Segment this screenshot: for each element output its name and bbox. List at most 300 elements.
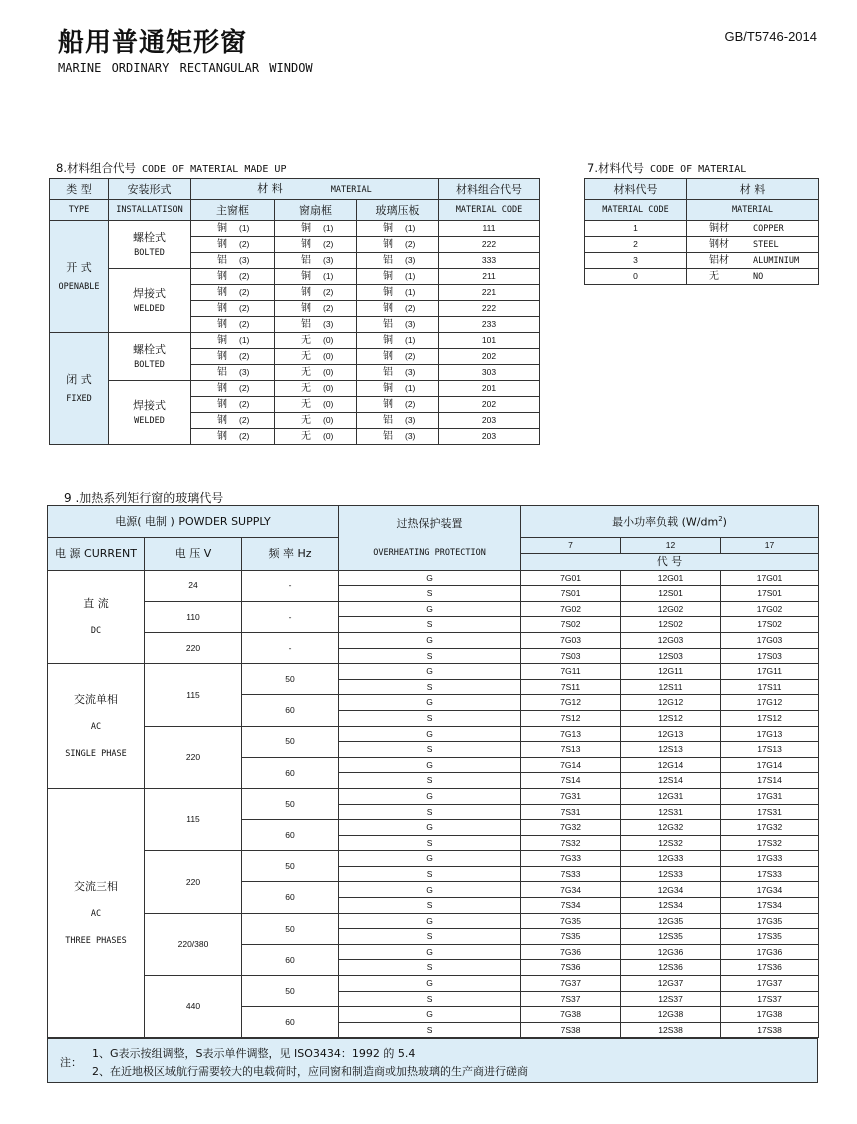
main-frame-material: 铜 [217, 222, 227, 234]
protection-cell: G [339, 976, 521, 992]
header-frequency: 频 率 Hz [242, 538, 339, 571]
main-frame-material: 钢 [217, 382, 227, 394]
material-code-cell: 201 [439, 381, 540, 397]
installation-welded [109, 269, 191, 333]
installation-welded-zh: 焊接式 [133, 286, 166, 300]
type-openable-en: OPENABLE [58, 281, 100, 292]
table-row [50, 381, 540, 397]
header-current: 电 源 CURRENT [48, 538, 145, 571]
table-row [48, 851, 819, 867]
protection-cell: S [339, 929, 521, 945]
glass-plate-cell [357, 285, 439, 301]
protection-cell: G [339, 944, 521, 960]
material-code-cell: 2 [585, 237, 687, 253]
sash-frame-cell [275, 269, 357, 285]
main-frame-value [191, 416, 274, 426]
main-frame-code: (1) [239, 334, 250, 345]
sash-frame-code: (2) [323, 238, 334, 249]
glass-plate-value [357, 272, 438, 282]
protection-cell: S [339, 866, 521, 882]
main-frame-value [191, 400, 274, 410]
code-12-cell: 12G38 [621, 1007, 721, 1023]
glass-plate-cell [357, 429, 439, 445]
protection-cell: S [339, 773, 521, 789]
sash-frame-value [275, 224, 356, 234]
code-12-cell: 12S14 [621, 773, 721, 789]
sash-frame-material: 铝 [301, 318, 311, 330]
material-code-cell: 333 [439, 253, 540, 269]
code-7-cell: 7G01 [521, 570, 621, 586]
main-frame-cell [191, 237, 275, 253]
sash-frame-cell [275, 381, 357, 397]
current-ac-single [48, 664, 145, 789]
table-row [50, 333, 540, 349]
glass-plate-value [357, 320, 438, 330]
header-material-en: MATERIAL [330, 185, 372, 195]
page-title: 船用普通矩形窗 [58, 28, 248, 58]
code-12-cell: 12G31 [621, 788, 721, 804]
voltage-cell: 24 [145, 570, 242, 601]
code-17-cell: 17G33 [721, 851, 819, 867]
sash-frame-cell [275, 221, 357, 237]
code-12-cell: 12G02 [621, 601, 721, 617]
material-code-cell: 203 [439, 429, 540, 445]
main-frame-cell [191, 317, 275, 333]
protection-cell: G [339, 1007, 521, 1023]
main-frame-material: 钢 [217, 350, 227, 362]
code-17-cell: 17G13 [721, 726, 819, 742]
code-12-cell: 12G01 [621, 570, 721, 586]
material-code-cell: 211 [439, 269, 540, 285]
code-17-cell: 17G31 [721, 788, 819, 804]
glass-plate-material: 铜 [383, 222, 393, 234]
table-row [48, 664, 819, 680]
header-material: 材 料 [687, 179, 819, 200]
code-7-cell: 7S37 [521, 991, 621, 1007]
glass-plate-material: 钢 [383, 302, 393, 314]
code-17-cell: 17S11 [721, 679, 819, 695]
protection-cell: G [339, 820, 521, 836]
current-dc-zh: 直 流 [83, 597, 109, 611]
header-overheating-en: OVERHEATING PROTECTION [373, 548, 486, 559]
code-12-cell: 12G33 [621, 851, 721, 867]
sash-frame-cell [275, 365, 357, 381]
header-code: 代 号 [521, 553, 819, 570]
main-frame-material: 钢 [217, 238, 227, 250]
glass-plate-material: 铜 [383, 382, 393, 394]
glass-plate-code: (3) [405, 318, 416, 329]
main-frame-code: (2) [239, 318, 250, 329]
protection-cell: S [339, 960, 521, 976]
code-7-cell: 7S02 [521, 617, 621, 633]
frequency-cell: 50 [242, 788, 339, 819]
frequency-cell: 50 [242, 913, 339, 944]
glass-plate-value [357, 224, 438, 234]
main-frame-code: (2) [239, 270, 250, 281]
main-frame-material: 钢 [217, 430, 227, 442]
frequency-cell: 50 [242, 726, 339, 757]
main-frame-code: (2) [239, 398, 250, 409]
current-ac-three-en: AC [90, 909, 102, 920]
protection-cell: G [339, 851, 521, 867]
main-frame-material: 铝 [217, 254, 227, 266]
sash-frame-cell [275, 317, 357, 333]
sash-frame-material: 无 [301, 382, 311, 394]
sash-frame-code: (2) [323, 286, 334, 297]
glass-plate-code: (3) [405, 366, 416, 377]
code-12-cell: 12S34 [621, 898, 721, 914]
table-row [48, 976, 819, 992]
sash-frame-value [275, 240, 356, 250]
frequency-cell: - [242, 632, 339, 663]
frequency-cell: 60 [242, 695, 339, 726]
voltage-cell: 110 [145, 601, 242, 632]
header-power-7: 7 [521, 538, 621, 554]
table-row [585, 269, 819, 285]
material-combination-table [49, 178, 540, 445]
table8-caption [56, 160, 286, 176]
glass-plate-cell [357, 253, 439, 269]
header-code-en: MATERIAL CODE [439, 200, 540, 221]
header-material-code: 材料代号 [585, 179, 687, 200]
glass-plate-code: (2) [405, 302, 416, 313]
voltage-cell: 220 [145, 726, 242, 788]
header-code: 材料组合代号 [439, 179, 540, 200]
material-code-cell: 222 [439, 301, 540, 317]
table7-caption-en: CODE OF MATERIAL [649, 164, 747, 175]
sash-frame-value [275, 272, 356, 282]
material-en: COPPER [753, 223, 784, 234]
frequency-cell: - [242, 601, 339, 632]
glass-plate-code: (2) [405, 350, 416, 361]
code-17-cell: 17G12 [721, 695, 819, 711]
code-12-cell: 12G12 [621, 695, 721, 711]
frequency-cell: - [242, 570, 339, 601]
main-frame-cell [191, 221, 275, 237]
code-7-cell: 7G38 [521, 1007, 621, 1023]
table-row [48, 788, 819, 804]
header-material-en: MATERIAL [687, 200, 819, 221]
glass-plate-value [357, 368, 438, 378]
code-7-cell: 7G14 [521, 757, 621, 773]
frequency-cell: 60 [242, 944, 339, 975]
material-code-cell: 233 [439, 317, 540, 333]
sash-frame-code: (0) [323, 334, 334, 345]
glass-plate-cell [357, 349, 439, 365]
code-7-cell: 7S36 [521, 960, 621, 976]
table-row [48, 726, 819, 742]
header-overheating [339, 506, 521, 571]
table-row [585, 237, 819, 253]
code-17-cell: 17S32 [721, 835, 819, 851]
header-min-power [521, 506, 819, 538]
main-frame-value [191, 336, 274, 346]
installation-bolted [109, 221, 191, 269]
voltage-cell: 115 [145, 788, 242, 850]
sash-frame-code: (0) [323, 382, 334, 393]
code-7-cell: 7S32 [521, 835, 621, 851]
code-17-cell: 17G02 [721, 601, 819, 617]
sash-frame-code: (0) [323, 366, 334, 377]
sash-frame-value [275, 288, 356, 298]
code-12-cell: 12G13 [621, 726, 721, 742]
code-17-cell: 17S38 [721, 1022, 819, 1038]
glass-plate-code: (1) [405, 382, 416, 393]
header-power-supply-text: 电源( 电制 ) POWDER SUPPLY [115, 514, 271, 528]
code-17-cell: 17S37 [721, 991, 819, 1007]
protection-cell: S [339, 648, 521, 664]
frequency-cell: 60 [242, 757, 339, 788]
main-frame-code: (2) [239, 382, 250, 393]
frequency-cell: 60 [242, 882, 339, 913]
glass-plate-material: 铜 [383, 286, 393, 298]
main-frame-code: (2) [239, 238, 250, 249]
current-ac-three [48, 788, 145, 1038]
sash-frame-value [275, 416, 356, 426]
glass-plate-value [357, 352, 438, 362]
sash-frame-value [275, 400, 356, 410]
glass-plate-code: (1) [405, 270, 416, 281]
table-row [585, 253, 819, 269]
protection-cell: G [339, 601, 521, 617]
main-frame-cell [191, 381, 275, 397]
sash-frame-material: 钢 [301, 302, 311, 314]
sash-frame-cell [275, 413, 357, 429]
table8-caption-zh: 8.材料组合代号 [56, 161, 136, 175]
note-2: 2、在近地极区域航行需要较大的电载荷时，应同窗和制造商或加热玻璃的生产商进行磋商 [92, 1065, 528, 1078]
main-frame-material: 钢 [217, 270, 227, 282]
sash-frame-material: 钢 [301, 286, 311, 298]
frequency-cell: 50 [242, 976, 339, 1007]
code-17-cell: 17G01 [721, 570, 819, 586]
main-frame-code: (1) [239, 222, 250, 233]
main-frame-code: (3) [239, 366, 250, 377]
main-frame-material: 钢 [217, 318, 227, 330]
header-glass-plate: 玻璃压板 [357, 200, 439, 221]
glass-plate-cell [357, 269, 439, 285]
material-code-cell: 101 [439, 333, 540, 349]
header-type: 类 型 [50, 179, 109, 200]
frequency-cell: 50 [242, 664, 339, 695]
sash-frame-cell [275, 429, 357, 445]
table-row [48, 632, 819, 648]
installation-bolted-en: BOLTED [134, 247, 165, 258]
sash-frame-cell [275, 349, 357, 365]
installation-bolted [109, 333, 191, 381]
type-fixed [50, 333, 109, 445]
voltage-cell: 115 [145, 664, 242, 726]
material-code-cell: 203 [439, 413, 540, 429]
code-7-cell: 7G37 [521, 976, 621, 992]
material-cell [687, 253, 819, 269]
frequency-cell: 60 [242, 820, 339, 851]
sash-frame-value [275, 384, 356, 394]
glass-plate-material: 铝 [383, 414, 393, 426]
installation-welded-zh: 焊接式 [133, 398, 166, 412]
code-17-cell: 17G03 [721, 632, 819, 648]
main-frame-cell [191, 397, 275, 413]
sash-frame-material: 无 [301, 334, 311, 346]
sash-frame-cell [275, 397, 357, 413]
code-12-cell: 12G14 [621, 757, 721, 773]
protection-cell: S [339, 835, 521, 851]
material-en: STEEL [753, 239, 779, 250]
code-17-cell: 17S12 [721, 710, 819, 726]
glass-plate-value [357, 384, 438, 394]
main-frame-cell [191, 301, 275, 317]
main-frame-cell [191, 429, 275, 445]
code-12-cell: 12G34 [621, 882, 721, 898]
sash-frame-cell [275, 333, 357, 349]
main-frame-value [191, 288, 274, 298]
code-7-cell: 7G13 [521, 726, 621, 742]
glass-plate-value [357, 240, 438, 250]
code-7-cell: 7S01 [521, 586, 621, 602]
notes-label: 注： [60, 1056, 82, 1069]
code-7-cell: 7G11 [521, 664, 621, 680]
code-12-cell: 12S03 [621, 648, 721, 664]
installation-bolted-zh: 螺栓式 [133, 230, 166, 244]
material-zh: 铝材 [709, 254, 729, 266]
sash-frame-value [275, 304, 356, 314]
main-frame-cell [191, 349, 275, 365]
installation-welded [109, 381, 191, 445]
sash-frame-code: (1) [323, 270, 334, 281]
type-fixed-zh: 闭 式 [66, 372, 92, 386]
code-12-cell: 12S01 [621, 586, 721, 602]
code-7-cell: 7G34 [521, 882, 621, 898]
material-en: NO [753, 271, 764, 282]
voltage-cell: 220 [145, 851, 242, 913]
code-17-cell: 17G32 [721, 820, 819, 836]
installation-welded-en: WELDED [134, 303, 165, 314]
voltage-cell: 220/380 [145, 913, 242, 975]
material-code-cell: 303 [439, 365, 540, 381]
code-17-cell: 17G37 [721, 976, 819, 992]
sash-frame-material: 钢 [301, 238, 311, 250]
header-power-12: 12 [621, 538, 721, 554]
code-7-cell: 7G36 [521, 944, 621, 960]
glass-plate-material: 铜 [383, 334, 393, 346]
glass-plate-material: 铝 [383, 254, 393, 266]
current-ac-single-en: AC [90, 722, 102, 733]
material-zh: 无 [709, 270, 719, 282]
code-17-cell: 17S31 [721, 804, 819, 820]
sash-frame-code: (0) [323, 350, 334, 361]
main-frame-value [191, 368, 274, 378]
glass-plate-value [357, 400, 438, 410]
code-12-cell: 12S36 [621, 960, 721, 976]
sash-frame-cell [275, 253, 357, 269]
type-openable-zh: 开 式 [66, 260, 92, 274]
sash-frame-code: (1) [323, 222, 334, 233]
sash-frame-value [275, 320, 356, 330]
code-12-cell: 12G11 [621, 664, 721, 680]
main-frame-value [191, 320, 274, 330]
current-ac-three-zh: 交流三相 [74, 880, 118, 894]
main-frame-value [191, 352, 274, 362]
material-code-cell: 0 [585, 269, 687, 285]
protection-cell: G [339, 570, 521, 586]
header-min-power-text: 最小功率负载 (W/dm [612, 515, 719, 529]
table-row [50, 269, 540, 285]
code-12-cell: 12G35 [621, 913, 721, 929]
glass-plate-code: (3) [405, 414, 416, 425]
main-frame-value [191, 272, 274, 282]
code-7-cell: 7S11 [521, 679, 621, 695]
code-7-cell: 7S31 [521, 804, 621, 820]
main-frame-material: 铝 [217, 366, 227, 378]
code-12-cell: 12S33 [621, 866, 721, 882]
code-17-cell: 17S35 [721, 929, 819, 945]
code-7-cell: 7G32 [521, 820, 621, 836]
table7-caption [587, 160, 746, 176]
code-17-cell: 17S33 [721, 866, 819, 882]
code-12-cell: 12S12 [621, 710, 721, 726]
type-fixed-en: FIXED [66, 393, 92, 404]
glass-plate-value [357, 288, 438, 298]
main-frame-cell [191, 269, 275, 285]
main-frame-material: 钢 [217, 398, 227, 410]
main-frame-code: (2) [239, 286, 250, 297]
code-17-cell: 17G35 [721, 913, 819, 929]
glass-plate-value [357, 256, 438, 266]
code-7-cell: 7S35 [521, 929, 621, 945]
protection-cell: G [339, 913, 521, 929]
code-17-cell: 17S02 [721, 617, 819, 633]
material-cell [687, 237, 819, 253]
sash-frame-material: 无 [301, 366, 311, 378]
header-sash-frame: 窗扇框 [275, 200, 357, 221]
sash-frame-material: 无 [301, 414, 311, 426]
glass-plate-code: (3) [405, 430, 416, 441]
code-17-cell: 17G38 [721, 1007, 819, 1023]
main-frame-value [191, 224, 274, 234]
protection-cell: S [339, 804, 521, 820]
main-frame-cell [191, 285, 275, 301]
glass-plate-code: (2) [405, 238, 416, 249]
sash-frame-material: 铜 [301, 222, 311, 234]
frequency-cell: 50 [242, 851, 339, 882]
current-ac-three-en: THREE PHASES [65, 935, 127, 946]
main-frame-material: 钢 [217, 302, 227, 314]
code-12-cell: 12S35 [621, 929, 721, 945]
protection-cell: G [339, 788, 521, 804]
voltage-cell: 220 [145, 632, 242, 663]
code-7-cell: 7G02 [521, 601, 621, 617]
protection-cell: S [339, 991, 521, 1007]
glass-plate-code: (1) [405, 286, 416, 297]
glass-plate-code: (1) [405, 334, 416, 345]
page-subtitle: MARINE ORDINARY RECTANGULAR WINDOW [58, 61, 313, 75]
sash-frame-cell [275, 285, 357, 301]
table-row [48, 570, 819, 586]
code-17-cell: 17S36 [721, 960, 819, 976]
glass-plate-material: 铜 [383, 270, 393, 282]
code-12-cell: 12S13 [621, 742, 721, 758]
main-frame-code: (2) [239, 414, 250, 425]
protection-cell: S [339, 710, 521, 726]
header-installation-en: INSTALLATISON [109, 200, 191, 221]
code-12-cell: 12G03 [621, 632, 721, 648]
table-row [585, 221, 819, 237]
main-frame-code: (2) [239, 350, 250, 361]
header-min-power-close: ) [722, 515, 727, 529]
glass-plate-cell [357, 237, 439, 253]
sash-frame-material: 无 [301, 398, 311, 410]
table7-caption-zh: 7.材料代号 [587, 161, 644, 175]
material-code-table [584, 178, 819, 285]
